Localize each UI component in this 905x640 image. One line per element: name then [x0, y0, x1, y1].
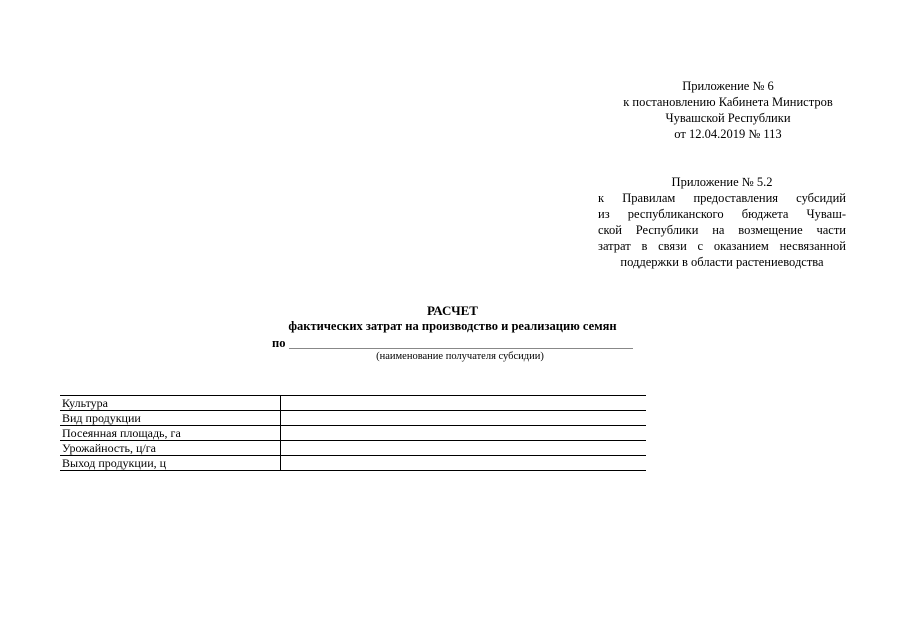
table-row	[60, 441, 646, 456]
document-subtitle: фактических затрат на производство и реализацию семян	[288, 319, 617, 333]
appendix-6-block	[598, 78, 858, 142]
recipient-fill-line[interactable]	[289, 348, 633, 349]
recipient-prefix: по	[272, 336, 286, 350]
appendix-5-2-line: к Правилам предоставления субсидий	[598, 191, 846, 205]
row-value-cell[interactable]	[280, 396, 646, 411]
row-value-cell[interactable]	[280, 411, 646, 426]
row-value-cell[interactable]	[280, 426, 646, 441]
appendix-6-line: от 12.04.2019 № 113	[674, 127, 782, 141]
row-label: Выход продукции, ц	[60, 456, 280, 471]
document-title: РАСЧЕТ	[427, 303, 478, 318]
row-label: Посеянная площадь, га	[60, 426, 280, 441]
row-value-cell[interactable]	[280, 441, 646, 456]
appendix-5-2-line: Приложение № 5.2	[671, 175, 773, 189]
row-value-cell[interactable]	[280, 456, 646, 471]
appendix-5-2-line: затрат в связи с оказанием несвязанной	[598, 239, 846, 253]
row-label: Урожайность, ц/га	[60, 441, 280, 456]
appendix-5-2-line: ской Республики на возмещение части	[598, 223, 846, 237]
appendix-6-line: Чувашской Республики	[665, 111, 791, 125]
recipient-caption: (наименование получателя субсидии)	[376, 351, 544, 362]
appendix-6-line: Приложение № 6	[682, 79, 774, 93]
row-label: Культура	[60, 396, 280, 411]
table-row	[60, 426, 646, 441]
appendix-5-2-line: из республиканского бюджета Чуваш-	[598, 207, 846, 221]
production-table	[60, 395, 646, 471]
appendix-5-2-line: поддержки в области растениеводства	[620, 255, 824, 269]
recipient-row	[272, 336, 636, 350]
table-row	[60, 411, 646, 426]
appendix-6-line: к постановлению Кабинета Министров	[623, 95, 833, 109]
table-row	[60, 396, 646, 411]
row-label: Вид продукции	[60, 411, 280, 426]
appendix-5-2-block	[598, 174, 846, 270]
table-row	[60, 456, 646, 471]
